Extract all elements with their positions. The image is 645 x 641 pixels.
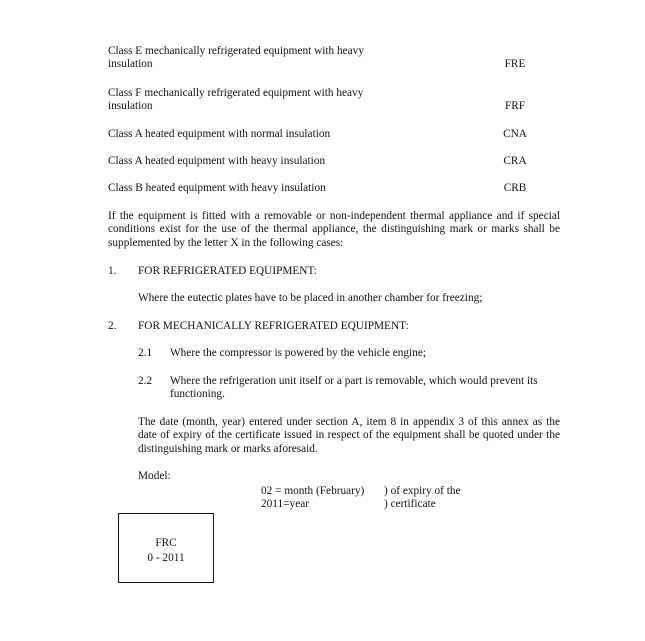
class-e-code: FRE <box>504 58 526 70</box>
class-a-normal-code: CNA <box>503 128 527 140</box>
distinguishing-mark-box <box>118 513 214 583</box>
item-2-heading: FOR MECHANICALLY REFRIGERATED EQUIPMENT: <box>138 320 409 332</box>
model-certificate-bracket: ) certificate <box>384 498 436 510</box>
subitem-2-1-text: Where the compressor is powered by the vehicle engine; <box>170 347 426 359</box>
class-a-heavy-label: Class A heated equipment with heavy insulation <box>108 155 326 167</box>
box-mark-code: FRC <box>155 537 177 549</box>
class-b-heavy-code: CRB <box>503 182 527 194</box>
class-a-normal-label: Class A heated equipment with normal insulation <box>108 128 331 140</box>
subitem-2-2-number: 2.2 <box>138 375 153 387</box>
item-1-text: Where the eutectic plates have to be placed in another chamber for freezing; <box>138 292 483 304</box>
class-a-heavy-code: CRA <box>503 155 527 167</box>
class-b-heavy-label: Class B heated equipment with heavy insulation <box>108 182 326 194</box>
class-f-code: FRF <box>504 100 526 112</box>
class-f-label: Class F mechanically refrigerated equipment with heavy insulation <box>108 87 364 113</box>
model-expiry-bracket: ) of expiry of the <box>384 485 461 497</box>
model-year-line: 2011=year <box>261 498 309 510</box>
model-month-line: 02 = month (February) <box>261 485 365 497</box>
class-e-label: Class E mechanically refrigerated equipment with heavy insulation <box>108 45 364 71</box>
item-1-number: 1. <box>108 265 117 277</box>
model-label: Model: <box>138 470 171 482</box>
box-mark-date: 0 - 2011 <box>147 552 185 564</box>
date-paragraph: The date (month, year) entered under section A, item 8 in appendix 3 of this annex as the date of expiry of the certificate issued in respect of the equipment shall be quoted under the distinguishing mark or marks aforesaid. <box>138 416 560 455</box>
intro-paragraph: If the equipment is fitted with a removable or non-independent thermal appliance and if special conditions exist for the use of the thermal appliance, the distinguishing mark or marks shall be supplemented by the letter X in the following cases: <box>108 210 560 249</box>
item-1-heading: FOR REFRIGERATED EQUIPMENT: <box>138 265 317 277</box>
item-2-number: 2. <box>108 320 117 332</box>
subitem-2-2-text: Where the refrigeration unit itself or a part is removable, which would prevent its functioning. <box>170 375 538 401</box>
subitem-2-1-number: 2.1 <box>138 347 153 359</box>
